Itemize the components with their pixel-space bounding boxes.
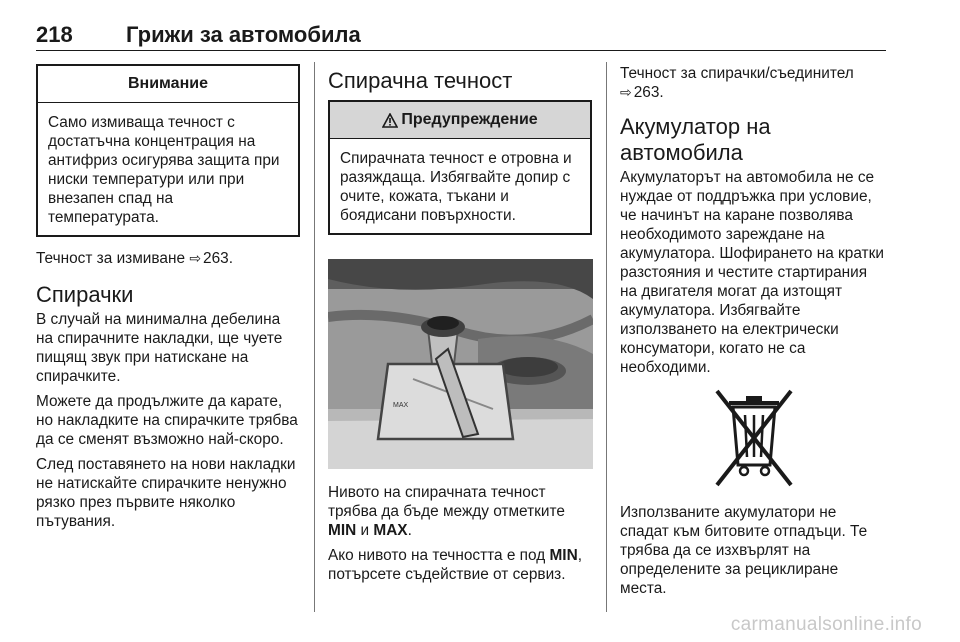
header-rule bbox=[36, 50, 886, 51]
brakes-paragraph: В случай на минимална дебелина на спирачните накладки, ще чуете пищящ звук при натискане на спирачките. bbox=[36, 311, 283, 385]
warning-box bbox=[328, 100, 592, 235]
min-mark: MIN bbox=[549, 547, 578, 564]
ref-page[interactable]: 263. bbox=[203, 250, 234, 267]
ref-text: Течност за спирачки/съединител bbox=[620, 65, 854, 82]
and-text: и bbox=[356, 522, 374, 539]
notice-text: Само измиваща течност с достатъчна концентрация на антифриз осигурява защита при ниски температури или при внезапен спад на температурата. bbox=[48, 114, 280, 226]
section-heading-brake-fluid: Спирачна течност bbox=[328, 68, 513, 93]
watermark: carmanualsonline.info bbox=[730, 614, 922, 635]
min-text-b: , потърсете съдействие от сервиз. bbox=[328, 547, 582, 583]
brakes-paragraph: Можете да продължите да карате, но накладките на спирачките трябва да се сменят възможно най-скоро. bbox=[36, 393, 298, 448]
notice-title: Внимание bbox=[38, 66, 298, 103]
ref-text: Течност за измиване bbox=[36, 250, 186, 267]
ref-page[interactable]: 263. bbox=[633, 84, 664, 101]
notice-body bbox=[38, 103, 298, 235]
middle-column bbox=[328, 64, 592, 590]
washer-fluid-ref bbox=[36, 249, 300, 268]
section-heading-brakes: Спирачки bbox=[36, 282, 134, 307]
warning-title: Предупреждение bbox=[401, 111, 538, 128]
page-number: 218 bbox=[36, 22, 73, 47]
brake-fluid-reservoir-photo bbox=[328, 259, 593, 469]
warning-text: Спирачната течност е отровна и разяждаща. Избягвайте допир с очите, кожата, тъкани и боядисани повърхности. bbox=[340, 150, 572, 224]
section-heading-battery: Акумулатор на автомобила bbox=[620, 114, 771, 165]
brake-clutch-fluid-ref bbox=[620, 64, 888, 102]
left-column bbox=[36, 64, 300, 537]
page-ref-arrow-icon: ⇨ bbox=[620, 84, 632, 100]
level-text: Нивото на спирачната течност трябва да бъде между отметките bbox=[328, 484, 565, 520]
warning-header bbox=[330, 102, 590, 139]
period: . bbox=[407, 522, 412, 539]
reservoir-max-label: MAX bbox=[393, 402, 409, 409]
page-header bbox=[36, 22, 886, 52]
warning-body bbox=[330, 139, 590, 233]
min-text-a: Ако нивото на течността е под bbox=[328, 547, 550, 564]
column-separator bbox=[606, 62, 607, 612]
min-paragraph bbox=[328, 546, 592, 584]
recycle-symbol-wrap bbox=[620, 383, 888, 493]
notice-box bbox=[36, 64, 300, 237]
brakes-paragraph: След поставянето на нови накладки не натискайте спирачките ненужно рязко през първите няколко пътувания. bbox=[36, 456, 296, 530]
warning-triangle-icon bbox=[382, 113, 398, 128]
running-title: Грижи за автомобила bbox=[126, 22, 361, 47]
crossed-bin-icon bbox=[713, 387, 795, 489]
max-mark: MAX bbox=[373, 522, 408, 539]
level-paragraph bbox=[328, 483, 592, 540]
page-ref-arrow-icon: ⇨ bbox=[189, 250, 202, 266]
min-mark: MIN bbox=[328, 522, 357, 539]
column-separator bbox=[314, 62, 315, 612]
battery-paragraph: Акумулаторът на автомобила не се нуждае от поддръжка при условие, че начинът на каране позволява необходимото зареждане на акумулатора. Шофирането на кратки разстояния и честите стартирания на двигателя могат да изтощят акумулатора. Избягвайте използването на електрически консуматори, когато не са необходими. bbox=[620, 169, 884, 376]
battery-disposal-paragraph: Използваните акумулатори не спадат към битовите отпадъци. Те трябва да се изхвърлят на определените за рециклиране места. bbox=[620, 504, 868, 597]
right-column bbox=[620, 64, 888, 604]
